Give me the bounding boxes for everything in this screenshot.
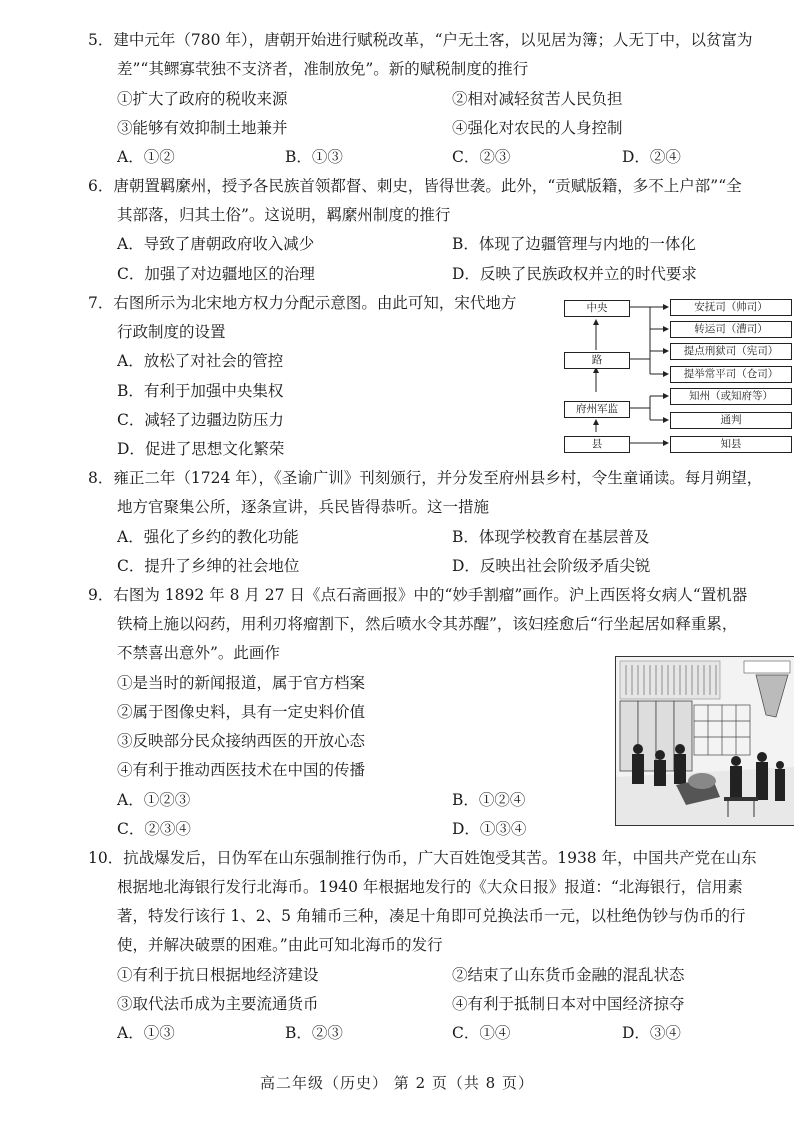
q10-stem-line3: 著，特发行该行 1、2、5 角辅币三种，凑足十角即可兑换法币一元，以杜绝伪钞与伪币的行	[117, 907, 746, 925]
q5-option-a[interactable]: A．①②	[117, 148, 175, 166]
q10-statement-1: ①有利于抗日根据地经济建设	[117, 966, 319, 984]
q8-stem-line1: 8．雍正二年（1724 年），《圣谕广训》刊刻颁行，并分发至府州县乡村，令生童诵读。每月朔望，	[88, 469, 763, 487]
box-zhixian: 知县	[670, 436, 792, 453]
box-fuzhou: 府州军监	[564, 401, 630, 418]
q5-statement-2: ②相对减轻贫苦人民负担	[452, 90, 623, 108]
q9-statement-2: ②属于图像史料，具有一定史料价值	[117, 703, 366, 721]
q8-option-a[interactable]: A．强化了乡约的教化功能	[117, 528, 299, 546]
q10-statement-4: ④有利于抵制日本对中国经济掠夺	[452, 995, 685, 1013]
q5-stem-line1: 5．建中元年（780 年），唐朝开始进行赋税改革，“户无土客，以见居为簿；人无丁中，以贫富为	[88, 31, 753, 49]
q9-statement-4: ④有利于推动西医技术在中国的传播	[117, 761, 366, 779]
q10-stem-line2: 根据地北海银行发行北海币。1940 年根据地发行的《大众日报》报道：“北海银行，信用素	[117, 878, 743, 896]
box-tidianxingyusi: 提点刑狱司（宪司）	[670, 343, 792, 360]
box-center: 中央	[564, 300, 630, 317]
box-zhuanyunsi: 转运司（漕司）	[670, 321, 792, 338]
q6-stem-line2: 其部落，归其土俗”。这说明，羁縻州制度的推行	[117, 206, 451, 224]
box-xian: 县	[564, 436, 630, 453]
q9-stem-line3: 不禁喜出意外”。此画作	[117, 644, 280, 662]
q9-statement-3: ③反映部分民众接纳西医的开放心态	[117, 732, 366, 750]
q10-option-a[interactable]: A．①③	[117, 1024, 175, 1042]
dianshizhai-illustration	[615, 656, 794, 826]
box-lu: 路	[564, 352, 630, 369]
illustration-drawing	[616, 657, 794, 825]
q7-option-d[interactable]: D．促进了思想文化繁荣	[117, 440, 285, 458]
q8-option-b[interactable]: B．体现学校教育在基层普及	[452, 528, 650, 546]
q6-stem-line1: 6．唐朝置羁縻州，授予各民族首领都督、刺史，皆得世袭。此外，“贡赋版籍，多不上户部”“全	[88, 177, 742, 195]
q7-option-b[interactable]: B．有利于加强中央集权	[117, 382, 284, 400]
q6-option-d[interactable]: D．反映了民族政权并立的时代要求	[452, 265, 697, 283]
q5-option-d[interactable]: D．②④	[622, 148, 681, 166]
q10-stem-line4: 使，并解决破票的困难。”由此可知北海币的发行	[117, 936, 443, 954]
q10-statement-3: ③取代法币成为主要流通货币	[117, 995, 319, 1013]
q5-stem-line2: 差”“其鳏寡茕独不支济者，准制放免”。新的赋税制度的推行	[117, 60, 529, 78]
q10-option-c[interactable]: C．①④	[452, 1024, 511, 1042]
q9-statement-1: ①是当时的新闻报道，属于官方档案	[117, 674, 366, 692]
q9-option-a[interactable]: A．①②③	[117, 791, 191, 809]
q6-option-a[interactable]: A．导致了唐朝政府收入减少	[117, 235, 315, 253]
q10-option-d[interactable]: D．③④	[622, 1024, 681, 1042]
box-tijuchangpingsi: 提举常平司（仓司）	[670, 366, 792, 383]
q9-option-d[interactable]: D．①③④	[452, 820, 527, 838]
q9-stem-line2: 铁椅上施以闷药，用利刃将瘤割下，然后喷水令其苏醒”，该妇痊愈后“行坐起居如释重累，	[117, 615, 738, 633]
q7-option-c[interactable]: C．减轻了边疆边防压力	[117, 411, 284, 429]
q10-stem-line1: 10．抗战爆发后，日伪军在山东强制推行伪币，广大百姓饱受其苦。1938 年，中国共产党在山东	[88, 849, 757, 867]
q8-option-d[interactable]: D．反映出社会阶级矛盾尖锐	[452, 557, 651, 575]
q8-option-c[interactable]: C．提升了乡绅的社会地位	[117, 557, 300, 575]
q7-stem-line2: 行政制度的设置	[117, 323, 226, 341]
q5-option-c[interactable]: C．②③	[452, 148, 511, 166]
q10-option-b[interactable]: B．②③	[285, 1024, 343, 1042]
q9-option-c[interactable]: C．②③④	[117, 820, 191, 838]
q5-statement-4: ④强化对农民的人身控制	[452, 119, 623, 137]
q7-option-a[interactable]: A．放松了对社会的管控	[117, 352, 284, 370]
q5-option-b[interactable]: B．①③	[285, 148, 343, 166]
q8-stem-line2: 地方官聚集公所，逐条宣讲，兵民皆得恭听。这一措施	[117, 498, 490, 516]
q6-option-b[interactable]: B．体现了边疆管理与内地的一体化	[452, 235, 696, 253]
box-zhizhou: 知州（或知府等）	[670, 388, 792, 405]
q9-stem-line1: 9．右图为 1892 年 8 月 27 日《点石斋画报》中的“妙手割瘤”画作。沪上西医将女病人“置机器	[88, 586, 748, 604]
q9-option-b[interactable]: B．①②④	[452, 791, 526, 809]
box-tongpan: 通判	[670, 412, 792, 429]
q7-stem-line1: 7．右图所示为北宋地方权力分配示意图。由此可知，宋代地方	[88, 294, 517, 312]
q5-statement-1: ①扩大了政府的税收来源	[117, 90, 288, 108]
q10-statement-2: ②结束了山东货币金融的混乱状态	[452, 966, 685, 984]
page-footer: 高二年级（历史） 第 2 页（共 8 页）	[260, 1074, 534, 1092]
song-local-power-diagram	[558, 296, 794, 458]
q6-option-c[interactable]: C．加强了对边疆地区的治理	[117, 265, 315, 283]
q5-statement-3: ③能够有效抑制土地兼并	[117, 119, 288, 137]
box-anfusi: 安抚司（帅司）	[670, 299, 792, 316]
